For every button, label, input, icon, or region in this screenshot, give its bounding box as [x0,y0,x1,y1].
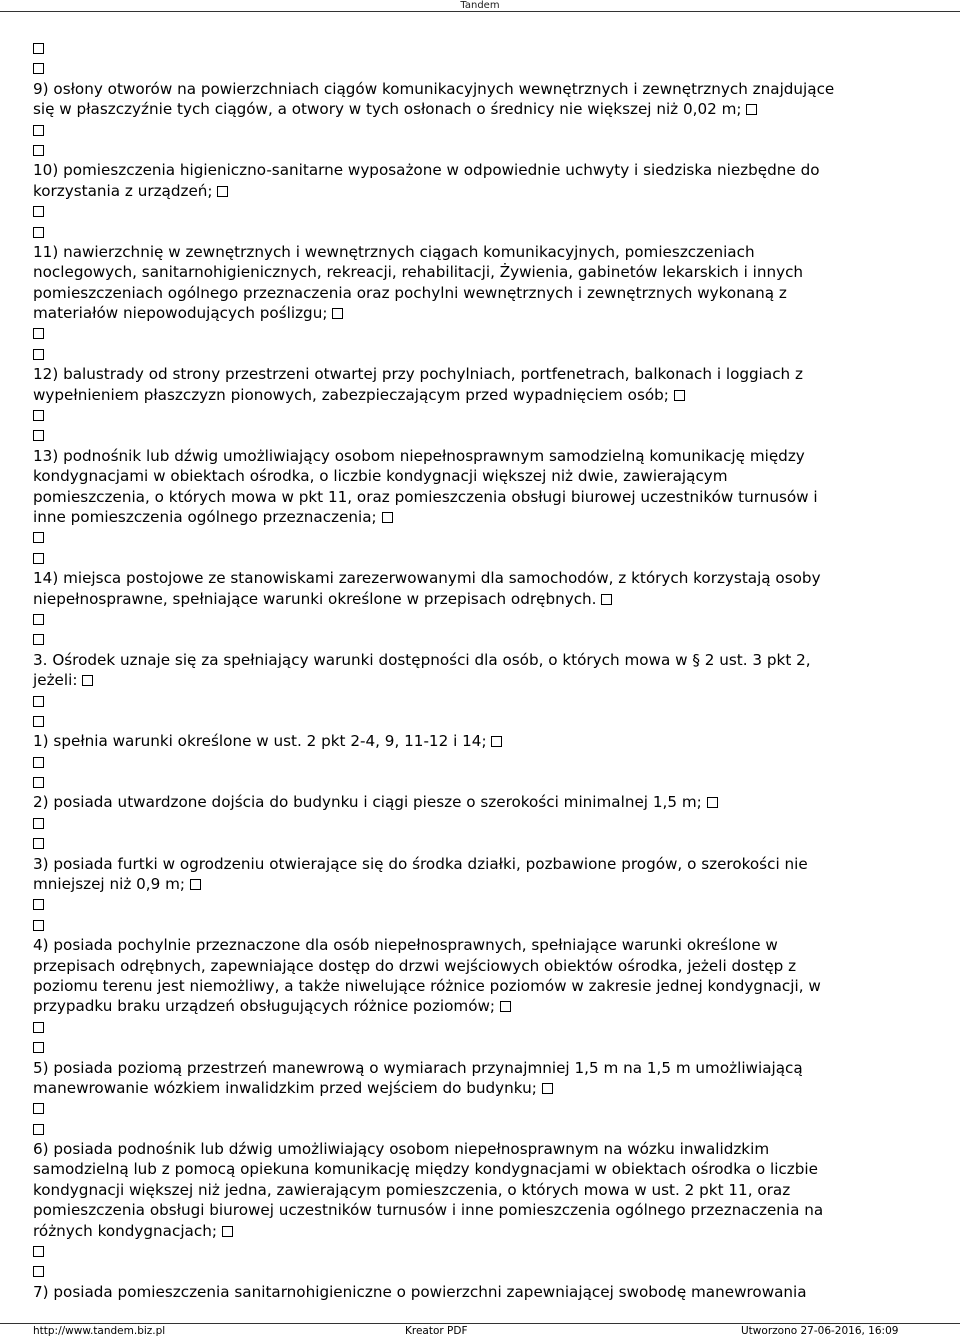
placeholder-glyph-line [33,691,928,711]
missing-glyph-box-icon [33,1042,44,1053]
text-line [33,1159,928,1179]
text-line [33,385,928,405]
line-text: korzystania z urządzeń; [33,181,213,200]
text-line [33,874,928,894]
line-text: mniejszej niż 0,9 m; [33,875,186,894]
line-text: 3. Ośrodek uznaje się za spełniający warunki dostępności dla osób, o których mowa w § 2 ust. 3 pkt 2, [33,650,811,669]
page-footer [0,1325,960,1338]
placeholder-glyph-line [33,752,928,772]
line-text: materiałów niepowodujących poślizgu; [33,304,328,323]
line-text: 9) osłony otworów na powierzchniach ciągów komunikacyjnych wewnętrznych i zewnętrznych znajdujące [33,79,835,98]
text-line [33,956,928,976]
missing-glyph-box-icon [33,696,44,707]
placeholder-glyph-line [33,1241,928,1261]
text-line [33,283,928,303]
footer-divider [0,1323,960,1324]
line-text: 12) balustrady od strony przestrzeni otwartej przy pochylniach, portfenetrach, balkonach i loggiach z [33,365,803,384]
missing-glyph-box-icon [542,1083,553,1094]
missing-glyph-box-icon [33,206,44,217]
missing-glyph-box-icon [601,594,612,605]
header-divider [0,11,960,12]
placeholder-glyph-line [33,323,928,343]
text-line [33,242,928,262]
footer-url[interactable]: http://www.tandem.biz.pl [33,1325,166,1337]
missing-glyph-box-icon [33,63,44,74]
line-text: 3) posiada furtki w ogrodzeniu otwierające się do środka działki, pozbawione progów, o szerokości nie [33,854,808,873]
text-line [33,731,928,751]
text-line [33,160,928,180]
missing-glyph-box-icon [33,899,44,910]
text-line [33,1200,928,1220]
missing-glyph-box-icon [217,186,228,197]
missing-glyph-box-icon [33,328,44,339]
placeholder-glyph-line [33,344,928,364]
missing-glyph-box-icon [33,410,44,421]
text-line [33,1180,928,1200]
placeholder-glyph-line [33,527,928,547]
line-text: pomieszczenia, o których mowa w pkt 11, oraz pomieszczenia obsługi biurowej uczestników turnusów i [33,487,818,506]
text-line [33,1139,928,1159]
missing-glyph-box-icon [33,532,44,543]
missing-glyph-box-icon [500,1001,511,1012]
missing-glyph-box-icon [33,430,44,441]
line-text: 4) posiada pochylnie przeznaczone dla osób niepełnosprawnych, spełniające warunki określone w [33,936,778,955]
missing-glyph-box-icon [491,736,502,747]
placeholder-glyph-line [33,1119,928,1139]
line-text: noclegowych, sanitarnohigienicznych, rekreacji, rehabilitacji, Żywienia, gabinetów lekarskich i innych [33,263,804,282]
placeholder-glyph-line [33,120,928,140]
placeholder-glyph-line [33,1037,928,1057]
missing-glyph-box-icon [746,104,757,115]
line-text: pomieszczeniach ogólnego przeznaczenia oraz pochylni wewnętrznych i zewnętrznych wykonaną z [33,283,787,302]
text-line [33,303,928,323]
missing-glyph-box-icon [190,879,201,890]
missing-glyph-box-icon [33,1246,44,1257]
placeholder-glyph-line [33,1098,928,1118]
missing-glyph-box-icon [222,1226,233,1237]
line-text: 1) spełnia warunki określone w ust. 2 pkt 2-4, 9, 11-12 i 14; [33,732,487,751]
missing-glyph-box-icon [33,920,44,931]
line-text: różnych kondygnacjach; [33,1221,217,1240]
placeholder-glyph-line [33,425,928,445]
missing-glyph-box-icon [33,757,44,768]
missing-glyph-box-icon [707,797,718,808]
text-line [33,568,928,588]
text-line [33,466,928,486]
footer-creator: Kreator PDF [405,1325,468,1337]
placeholder-glyph-line [33,548,928,568]
text-line [33,589,928,609]
missing-glyph-box-icon [33,43,44,54]
missing-glyph-box-icon [33,227,44,238]
placeholder-glyph-line [33,813,928,833]
missing-glyph-box-icon [82,675,93,686]
missing-glyph-box-icon [33,818,44,829]
placeholder-glyph-line [33,629,928,649]
text-line [33,854,928,874]
text-line [33,1058,928,1078]
header-title: Tandem [460,0,500,11]
text-line [33,79,928,99]
placeholder-glyph-line [33,915,928,935]
placeholder-glyph-line [33,1261,928,1281]
placeholder-glyph-line [33,609,928,629]
line-text: pomieszczenia obsługi biurowej uczestników turnusów i inne pomieszczenia ogólnego przeznaczenia na [33,1201,824,1220]
placeholder-glyph-line [33,405,928,425]
text-line [33,996,928,1016]
text-line [33,181,928,201]
placeholder-glyph-line [33,222,928,242]
line-text: kondygnacji większej niż jedna, zawierającym pomieszczenia, o których mowa w ust. 2 pkt 11, oraz [33,1180,791,1199]
placeholder-glyph-line [33,833,928,853]
line-text: przypadku braku urządzeń obsługujących różnice poziomów; [33,997,496,1016]
line-text: poziomu terenu jest niemożliwy, a także niwelujące różnice poziomów w zakresie jednej kondygnacji, w [33,976,821,995]
line-text: jeżeli: [33,671,78,690]
missing-glyph-box-icon [382,512,393,523]
missing-glyph-box-icon [33,716,44,727]
text-line [33,976,928,996]
missing-glyph-box-icon [33,349,44,360]
footer-created-date: Utworzono 27-06-2016, 16:09 [741,1325,899,1337]
missing-glyph-box-icon [33,1266,44,1277]
placeholder-glyph-line [33,140,928,160]
text-line [33,670,928,690]
missing-glyph-box-icon [33,838,44,849]
text-line [33,446,928,466]
placeholder-glyph-line [33,58,928,78]
missing-glyph-box-icon [332,308,343,319]
line-text: 10) pomieszczenia higieniczno-sanitarne wyposażone w odpowiednie uchwyty i siedziska niezbędne do [33,161,820,180]
missing-glyph-box-icon [33,1022,44,1033]
line-text: 2) posiada utwardzone dojścia do budynku i ciągi piesze o szerokości minimalnej 1,5 m; [33,793,702,812]
line-text: 7) posiada pomieszczenia sanitarnohigieniczne o powierzchni zapewniającej swobodę manewrowania [33,1282,807,1301]
line-text: samodzielną lub z pomocą opiekuna komunikację między kondygnacjami w obiektach ośrodka o liczbie [33,1160,818,1179]
missing-glyph-box-icon [33,553,44,564]
missing-glyph-box-icon [33,1124,44,1135]
placeholder-glyph-line [33,772,928,792]
placeholder-glyph-line [33,201,928,221]
placeholder-glyph-line [33,894,928,914]
line-text: przepisach odrębnych, zapewniające dostęp do drzwi wejściowych obiektów ośrodka, jeżeli dostęp z [33,956,797,975]
missing-glyph-box-icon [33,614,44,625]
text-line [33,99,928,119]
line-text: kondygnacjami w obiektach ośrodka, o liczbie kondygnacji większej niż dwie, zawierającym [33,467,728,486]
missing-glyph-box-icon [33,777,44,788]
missing-glyph-box-icon [33,145,44,156]
line-text: się w płaszczyźnie tych ciągów, a otwory w tych osłonach o średnicy nie większej niż 0,02 m; [33,100,742,119]
missing-glyph-box-icon [33,1103,44,1114]
line-text: 5) posiada poziomą przestrzeń manewrową o wymiarach przynajmniej 1,5 m na 1,5 m umożliwiającą [33,1058,803,1077]
text-line [33,1282,928,1302]
line-text: inne pomieszczenia ogólnego przeznaczenia; [33,507,377,526]
line-text: 6) posiada podnośnik lub dźwig umożliwiający osobom niepełnosprawnym na wózku inwalidzkim [33,1140,770,1159]
text-line [33,507,928,527]
line-text: 14) miejsca postojowe ze stanowiskami zarezerwowanymi dla samochodów, z których korzystają osoby [33,569,821,588]
page-header [0,0,960,11]
text-line [33,1078,928,1098]
placeholder-glyph-line [33,711,928,731]
text-line [33,792,928,812]
placeholder-glyph-line [33,38,928,58]
text-line [33,364,928,384]
line-text: niepełnosprawne, spełniające warunki określone w przepisach odrębnych. [33,589,597,608]
document-body [33,38,928,1302]
missing-glyph-box-icon [33,125,44,136]
text-line [33,487,928,507]
text-line [33,935,928,955]
line-text: 11) nawierzchnię w zewnętrznych i wewnętrznych ciągach komunikacyjnych, pomieszczeniach [33,242,755,261]
text-line [33,1221,928,1241]
line-text: 13) podnośnik lub dźwig umożliwiający osobom niepełnosprawnym samodzielną komunikację między [33,446,805,465]
line-text: manewrowanie wózkiem inwalidzkim przed wejściem do budynku; [33,1078,537,1097]
text-line [33,650,928,670]
placeholder-glyph-line [33,1017,928,1037]
missing-glyph-box-icon [33,634,44,645]
line-text: wypełnieniem płaszczyzn pionowych, zabezpieczającym przed wypadnięciem osób; [33,385,669,404]
text-line [33,262,928,282]
missing-glyph-box-icon [674,390,685,401]
